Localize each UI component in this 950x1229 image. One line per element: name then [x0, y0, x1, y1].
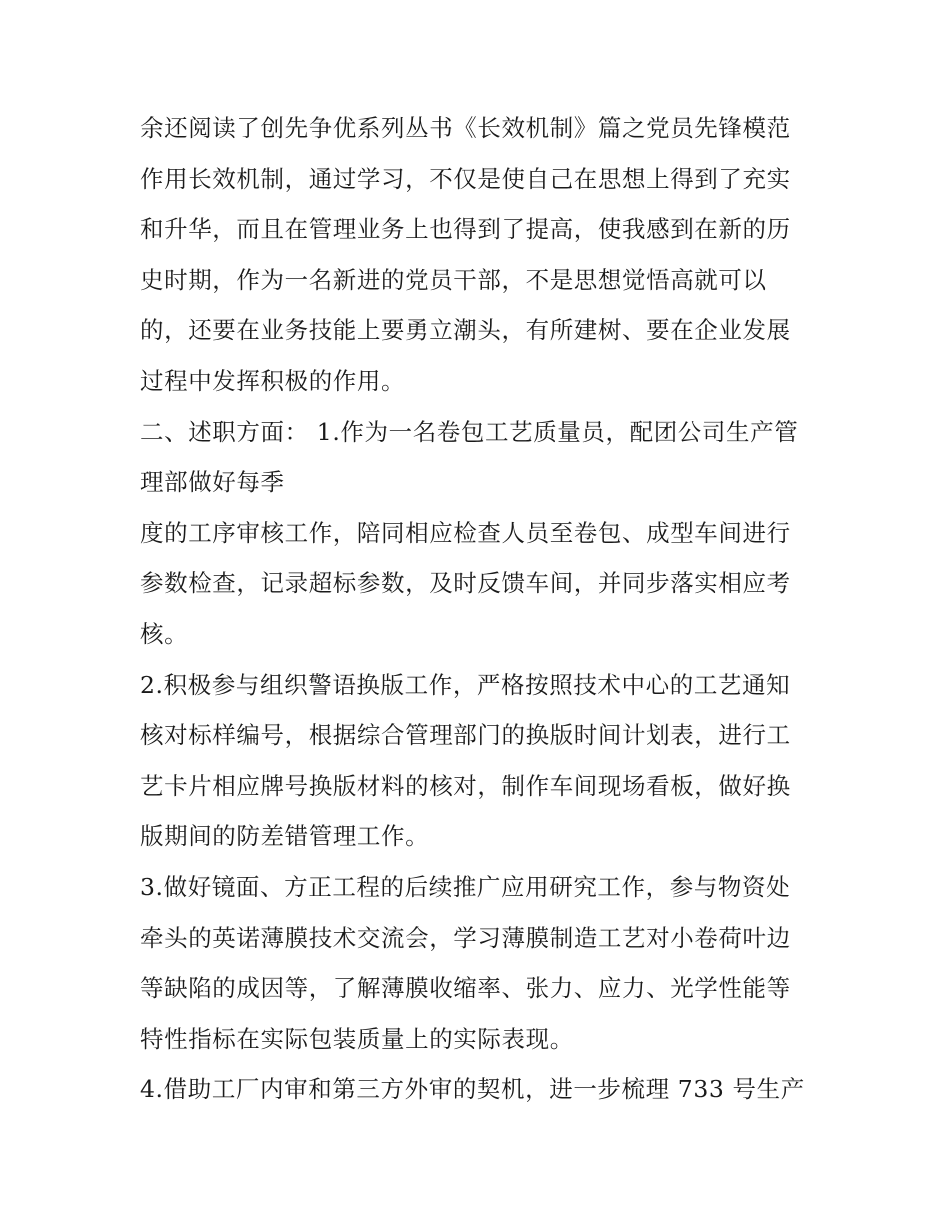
- text-line: 3.做好镜面、方正工程的后续推广应用研究工作，参与物资处: [140, 873, 791, 901]
- text-line: 牵头的英诺薄膜技术交流会，学习薄膜制造工艺对小卷荷叶边: [140, 924, 791, 952]
- text-line: 二、述职方面： 1.作为一名卷包工艺质量员，配团公司生产管: [140, 418, 799, 446]
- text-line: 版期间的防差错管理工作。: [140, 822, 430, 850]
- text-line: 核对标样编号，根据综合管理部门的换版时间计划表，进行工: [140, 721, 791, 749]
- text-line: 核。: [140, 620, 189, 648]
- text-line: 和升华，而且在管理业务上也得到了提高，使我感到在新的历: [140, 215, 791, 243]
- text-line: 度的工序审核工作，陪同相应检查人员至卷包、成型车间进行: [140, 519, 791, 547]
- text-line: 等缺陷的成因等，了解薄膜收缩率、张力、应力、光学性能等: [140, 974, 791, 1002]
- text-line: 余还阅读了创先争优系列丛书《长效机制》篇之党员先锋模范: [140, 114, 791, 142]
- text-line: 的，还要在业务技能上要勇立潮头，有所建树、要在企业发展: [140, 316, 791, 344]
- text-line: 史时期，作为一名新进的党员干部，不是思想觉悟高就可以: [140, 266, 767, 294]
- text-line: 艺卡片相应牌号换版材料的核对，制作车间现场看板，做好换: [140, 772, 791, 800]
- text-line: 过程中发挥积极的作用。: [140, 367, 406, 395]
- text-line: 4.借助工厂内审和第三方外审的契机，进一步梳理 733 号生产: [140, 1075, 805, 1103]
- text-line: 理部做好每季: [140, 468, 285, 496]
- text-line: 2.积极参与组织警语换版工作，严格按照技术中心的工艺通知: [140, 671, 791, 699]
- text-line: 作用长效机制，通过学习，不仅是使自己在思想上得到了充实: [140, 165, 791, 193]
- text-line: 参数检查，记录超标参数，及时反馈车间，并同步落实相应考: [140, 569, 791, 597]
- text-line: 特性指标在实际包装质量上的实际表现。: [140, 1025, 574, 1053]
